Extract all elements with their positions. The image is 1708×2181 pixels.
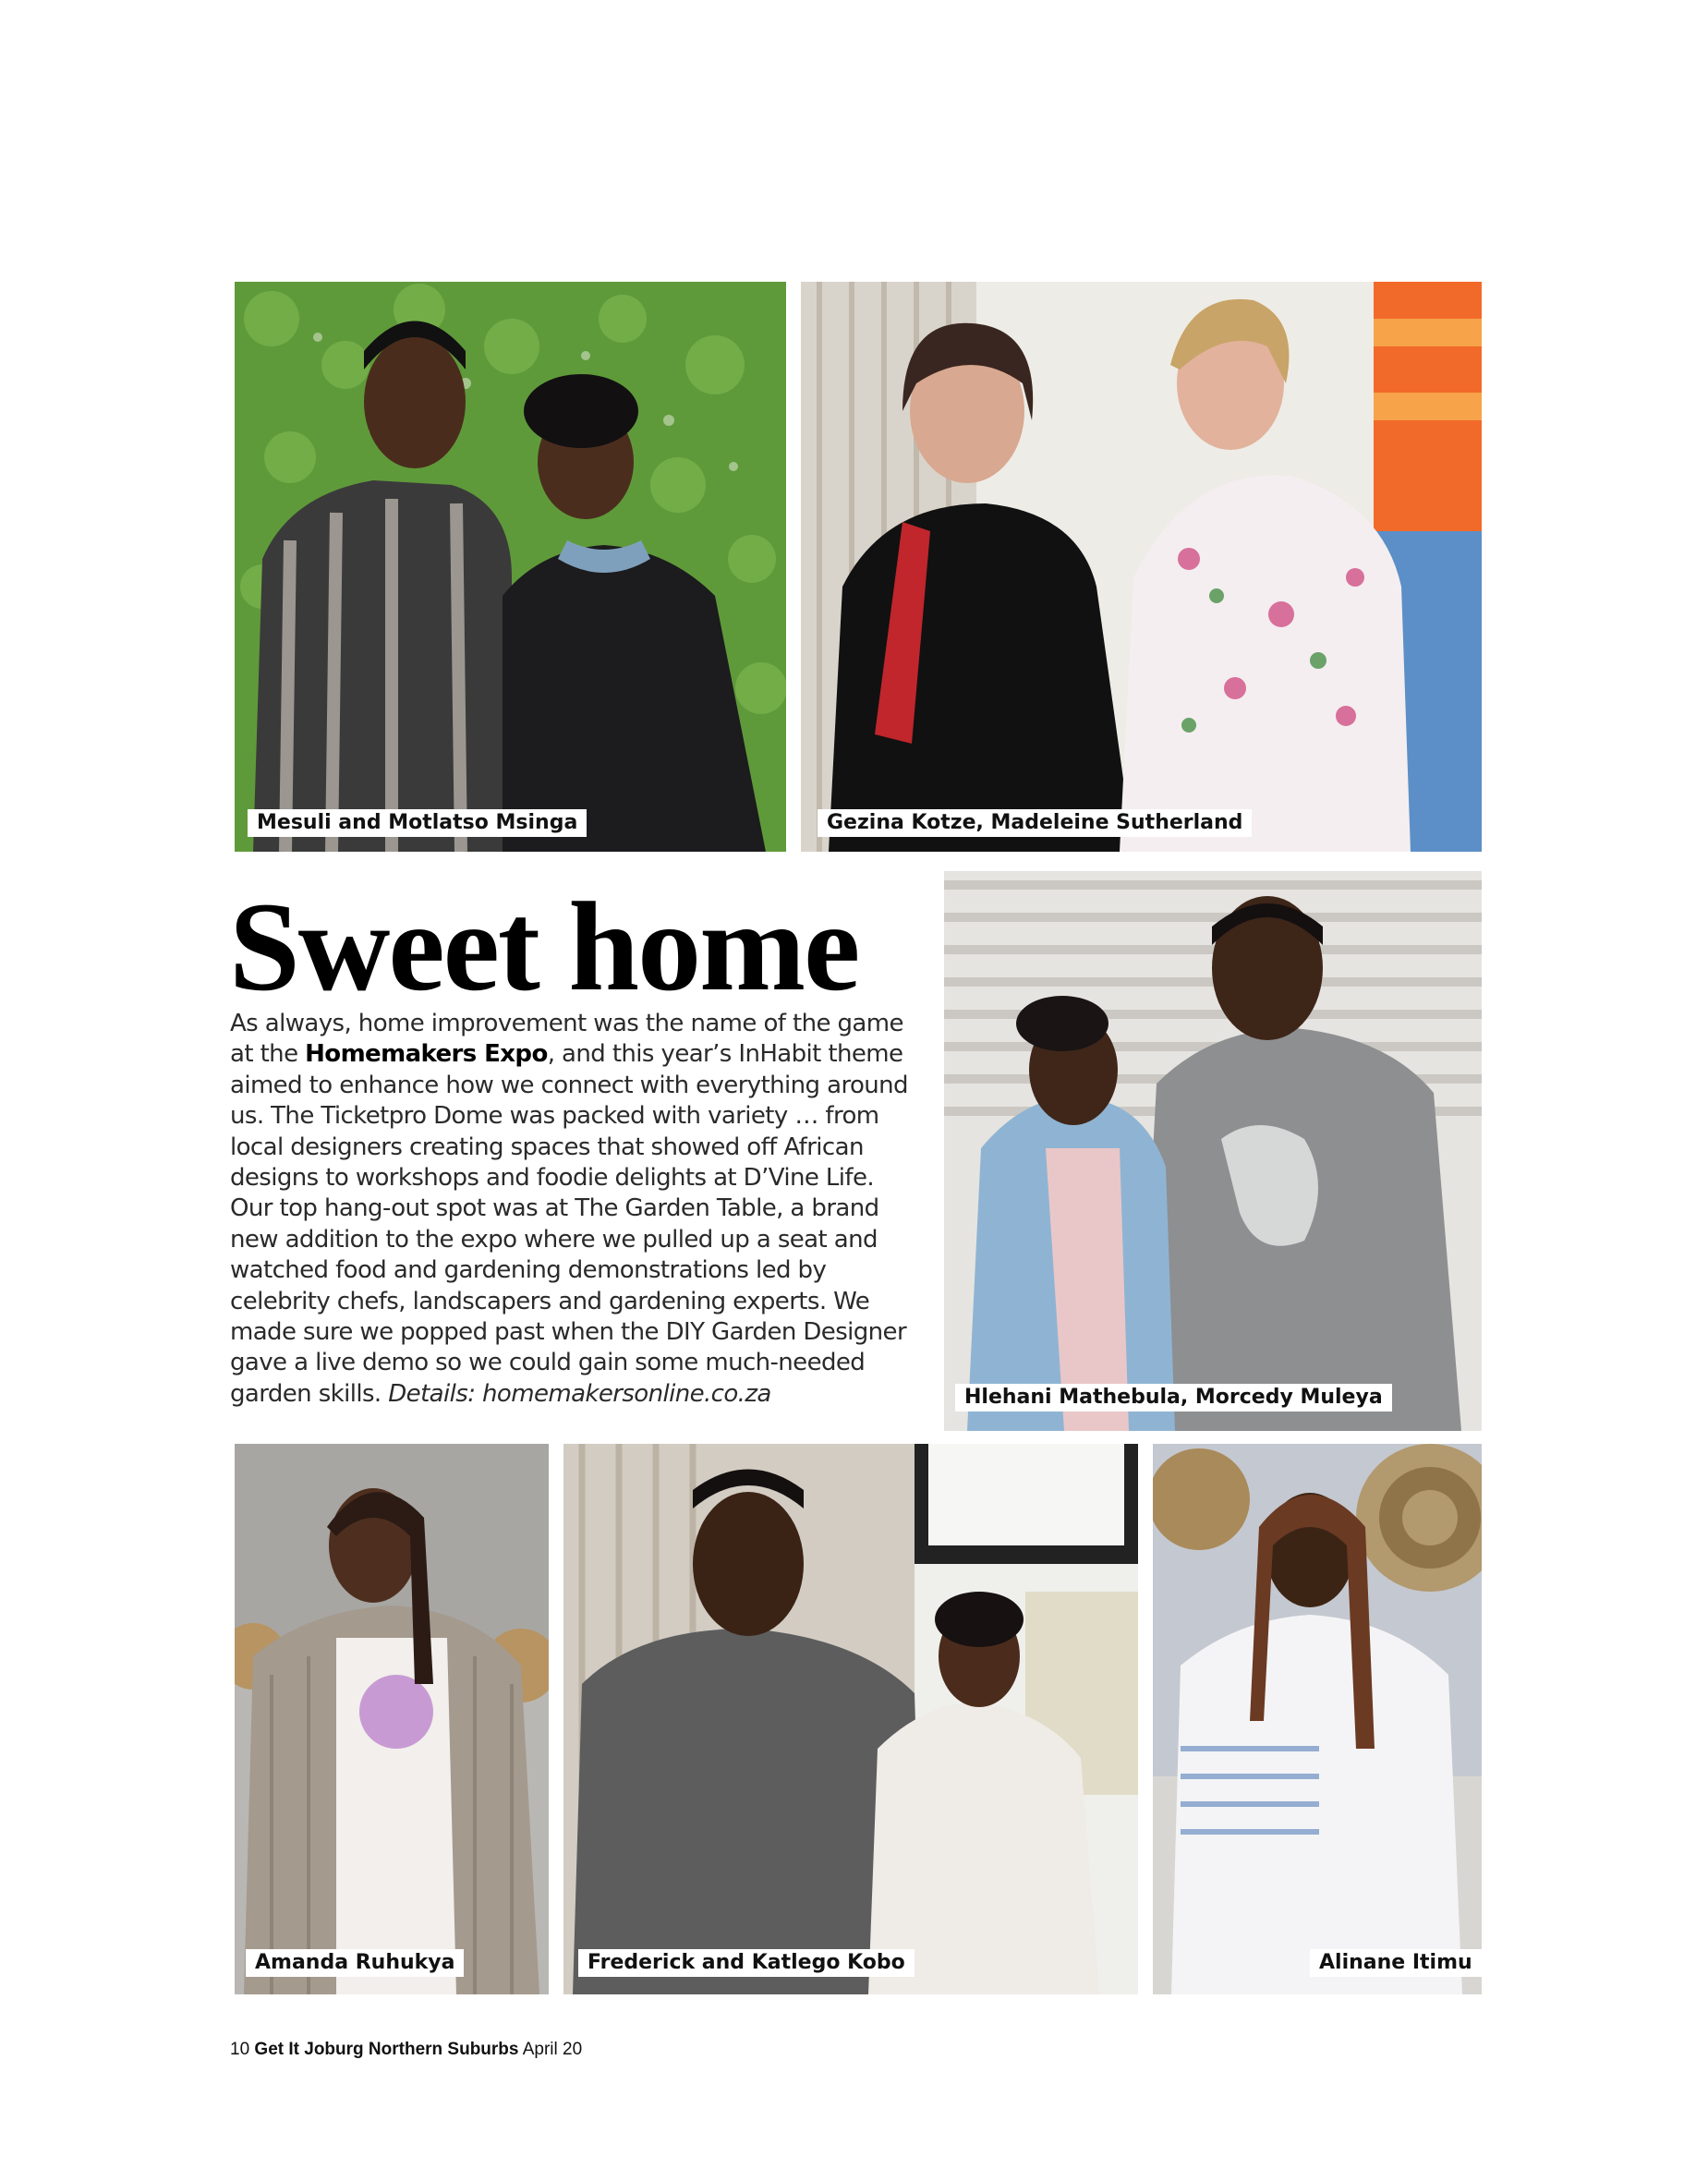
photo-gezina-madeleine — [801, 282, 1482, 852]
photo-hlehani-morcedy-image — [944, 871, 1482, 1431]
photo-amanda-image — [235, 1444, 549, 1994]
photo-frederick-katlego-image — [563, 1444, 1138, 1994]
photo-frederick-katlego — [563, 1444, 1138, 1994]
photo-alinane — [1153, 1444, 1482, 1994]
photo-caption: Frederick and Katlego Kobo — [578, 1949, 915, 1977]
photo-caption: Amanda Ruhukya — [246, 1949, 464, 1977]
photo-mesuli-motlatso-image — [235, 282, 786, 852]
photo-alinane-image — [1153, 1444, 1482, 1994]
photo-gezina-madeleine-image — [801, 282, 1482, 852]
photo-amanda — [235, 1444, 549, 1994]
page-number: 10 — [230, 2040, 250, 2059]
photo-caption: Mesuli and Motlatso Msinga — [248, 809, 587, 837]
photo-caption: Gezina Kotze, Madeleine Sutherland — [818, 809, 1252, 837]
article-body — [230, 1009, 914, 1410]
body-intro: As always, home improvement was the name of the game at the — [230, 1010, 903, 1069]
publication-name: Get It Joburg Northern Suburbs — [254, 2040, 519, 2059]
photo-caption: Alinane Itimu — [1310, 1949, 1482, 1977]
body-main: , and this year’s InHabit theme aimed to enhance how we connect with everything around us. The Ticketpro Dome was packed with variety … from local designers creating spaces that showed off African designs to workshops and foodie delights at D’Vine Life. Our top hang-out spot was at The Garden Table, a brand new addition to the expo where we pulled up a seat and watched food and gardening demonstrations led by celebrity chefs, landscapers and gardening experts. We made sure we popped past when the DIY Garden Designer gave a live demo so we could gain some much-needed garden skills. — [230, 1040, 908, 1408]
event-name: Homemakers Expo — [305, 1040, 548, 1069]
photo-hlehani-morcedy — [944, 871, 1482, 1431]
photo-mesuli-motlatso — [235, 282, 786, 852]
issue-date: April 20 — [522, 2040, 583, 2059]
page-footer — [230, 2039, 582, 2061]
photo-caption: Hlehani Mathebula, Morcedy Muleya — [955, 1384, 1392, 1412]
article-headline: Sweet home — [229, 876, 859, 1017]
body-details: Details: homemakersonline.co.za — [388, 1379, 771, 1408]
